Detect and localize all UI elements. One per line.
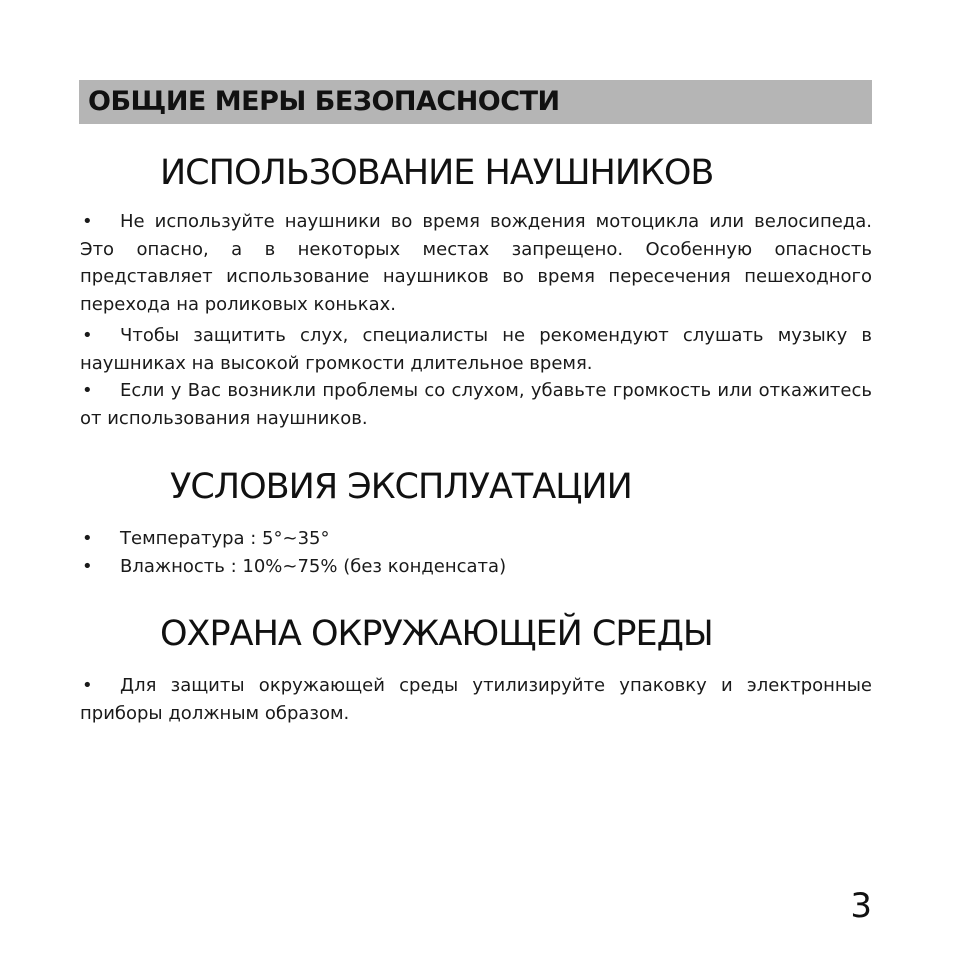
list-item bbox=[80, 553, 506, 581]
bullet-marker: • bbox=[82, 325, 93, 346]
bullet-marker: • bbox=[82, 528, 93, 549]
list-item bbox=[80, 208, 872, 318]
bullet-marker: • bbox=[82, 211, 93, 232]
bullet-marker: • bbox=[82, 675, 93, 696]
list-item-text: Чтобы защитить слух, специалисты не рекомендуют слушать музыку в наушниках на высокой громкости длительное время. bbox=[80, 325, 872, 374]
section-title-headphones: ИСПОЛЬЗОВАНИЕ НАУШНИКОВ bbox=[160, 153, 714, 193]
section-title-operating-conditions: УСЛОВИЯ ЭКСПЛУАТАЦИИ bbox=[170, 467, 632, 507]
page-number: 3 bbox=[850, 886, 872, 926]
bullet-marker: • bbox=[82, 380, 93, 401]
list-item-text: Температура : 5°~35° bbox=[120, 528, 330, 549]
list-item bbox=[80, 322, 872, 377]
list-item bbox=[80, 672, 872, 727]
list-item-text: Для защиты окружающей среды утилизируйте упаковку и электронные приборы должным образом. bbox=[80, 675, 872, 724]
list-item bbox=[80, 525, 330, 553]
section-title-environment: ОХРАНА ОКРУЖАЮЩЕЙ СРЕДЫ bbox=[160, 614, 713, 654]
list-item bbox=[80, 377, 872, 432]
bullet-marker: • bbox=[82, 556, 93, 577]
section-header-bar bbox=[79, 80, 872, 124]
list-item-text: Влажность : 10%~75% (без конденсата) bbox=[120, 556, 507, 577]
page-title: ОБЩИЕ МЕРЫ БЕЗОПАСНОСТИ bbox=[88, 86, 560, 117]
list-item-text: Не используйте наушники во время вождения мотоцикла или велосипеда. Это опасно, а в некоторых местах запрещено. Особенную опасность представляет использование наушников во время пересечения пешеходного перехода на роликовых коньках. bbox=[80, 211, 872, 315]
list-item-text: Если у Вас возникли проблемы со слухом, убавьте громкость или откажитесь от использования наушников. bbox=[80, 380, 872, 429]
